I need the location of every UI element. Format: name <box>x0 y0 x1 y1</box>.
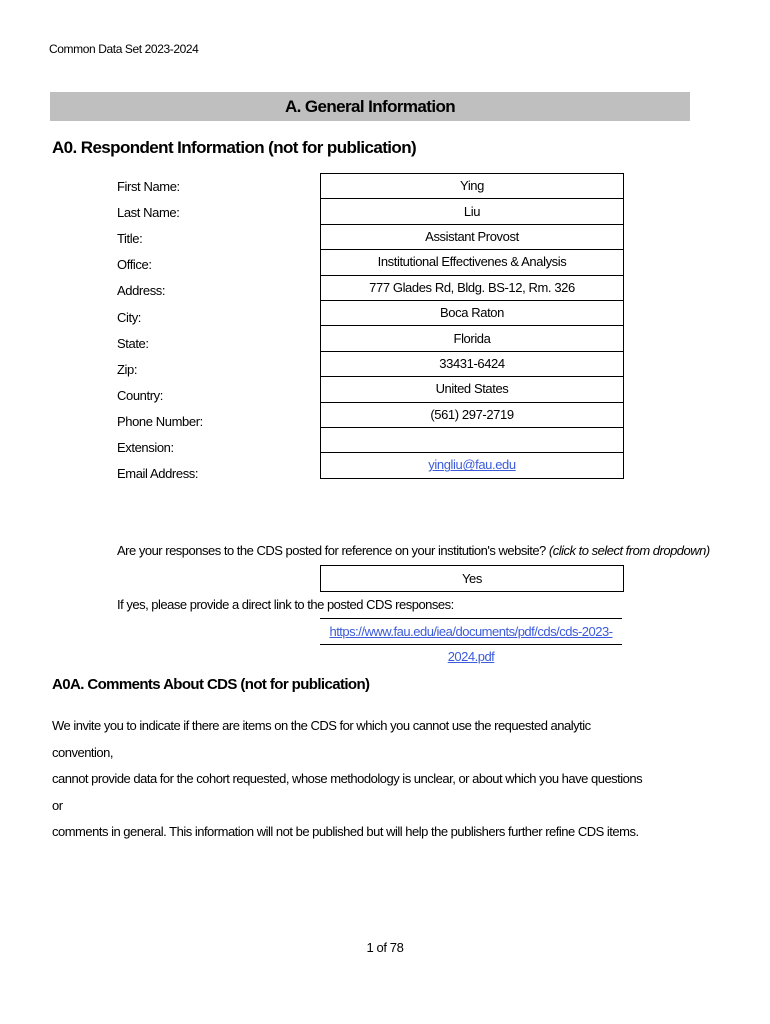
page-number: 1 of 78 <box>366 940 404 955</box>
value-address[interactable]: 777 Glades Rd, Bldg. BS-12, Rm. 326 <box>321 275 624 300</box>
label-office: Office: <box>117 257 152 272</box>
comments-line: comments in general. This information will not be published but will help the publishers further refine CDS items. <box>52 824 639 839</box>
posted-answer-dropdown[interactable]: Yes <box>320 565 624 592</box>
label-last-name: Last Name: <box>117 205 180 220</box>
value-country[interactable]: United States <box>321 377 624 402</box>
link-question: If yes, please provide a direct link to the posted CDS responses: <box>117 597 454 612</box>
label-zip: Zip: <box>117 362 138 377</box>
value-last-name[interactable]: Liu <box>321 199 624 224</box>
value-state[interactable]: Florida <box>321 326 624 351</box>
label-country: Country: <box>117 388 163 403</box>
label-state: State: <box>117 336 149 351</box>
label-first-name: First Name: <box>117 179 180 194</box>
posted-question-hint: (click to select from dropdown) <box>548 543 710 558</box>
value-office[interactable]: Institutional Effectivenes & Analysis <box>321 250 624 275</box>
value-first-name[interactable]: Ying <box>321 174 624 199</box>
a0a-heading: A0A. Comments About CDS (not for publication) <box>52 676 370 693</box>
label-email-address: Email Address: <box>117 466 199 481</box>
value-city[interactable]: Boca Raton <box>321 300 624 325</box>
respondent-value-table <box>320 173 624 479</box>
value-title[interactable]: Assistant Provost <box>321 224 624 249</box>
comments-line: cannot provide data for the cohort requested, whose methodology is unclear, or about which you have questions or <box>52 771 643 813</box>
label-phone-number: Phone Number: <box>117 414 203 429</box>
value-phone-number[interactable]: (561) 297-2719 <box>321 402 624 427</box>
running-header: Common Data Set 2023-2024 <box>49 42 199 56</box>
posted-question-text: Are your responses to the CDS posted for reference on your institution's website? <box>117 543 546 558</box>
email-link[interactable]: yingliu@fau.edu <box>428 457 516 473</box>
value-extension[interactable] <box>321 427 624 452</box>
label-address: Address: <box>117 283 166 298</box>
value-zip[interactable]: 33431-6424 <box>321 351 624 376</box>
posted-link-field[interactable] <box>320 618 622 664</box>
value-email-address[interactable] <box>321 453 624 478</box>
comments-line: We invite you to indicate if there are items on the CDS for which you cannot use the requested analytic convention, <box>52 718 591 760</box>
label-city: City: <box>117 310 142 325</box>
label-title: Title: <box>117 231 143 246</box>
posted-question <box>117 543 710 558</box>
posted-cds-link[interactable]: https://www.fau.edu/iea/documents/pdf/cds/cds-2023-2024.pdf <box>329 624 613 664</box>
label-extension: Extension: <box>117 440 174 455</box>
comments-paragraph <box>52 713 652 846</box>
a0-heading: A0. Respondent Information (not for publication) <box>52 138 417 157</box>
section-title-bar: A. General Information <box>50 92 690 121</box>
